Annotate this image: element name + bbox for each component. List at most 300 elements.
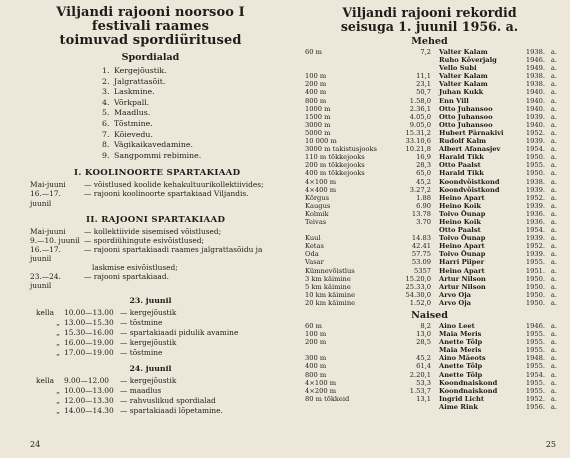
record-row: [305, 346, 560, 354]
record-value: 15.31,2: [405, 128, 431, 137]
record-year: 1951.: [525, 266, 545, 275]
event-row: [36, 406, 271, 416]
record-row: [305, 186, 560, 194]
section-heading-school: I. KOOLINOORTE SPARTAKIAAD: [74, 168, 241, 179]
event-time: 16.00—19.00: [64, 338, 114, 348]
record-year: 1954.: [525, 145, 545, 154]
school-schedule: [30, 180, 271, 207]
record-event: 200 m: [305, 80, 327, 89]
record-value: 13.78: [411, 209, 431, 218]
event-time: 12.00—13.30: [64, 396, 114, 406]
record-event: [305, 346, 393, 354]
right-page-title: [299, 6, 560, 34]
record-year: 1952.: [525, 394, 545, 403]
record-event: Kaugus: [305, 201, 331, 210]
record-suffix: a.: [550, 48, 557, 56]
record-row: [305, 267, 560, 275]
event-name: — maadlus: [120, 386, 162, 396]
schedule-text: — rajooni spartakiaad.: [84, 272, 169, 282]
record-event: 1500 m: [305, 112, 331, 121]
sport-name: Kergejõustik.: [114, 66, 167, 75]
record-row: [305, 97, 560, 105]
record-value: 5357: [413, 266, 431, 275]
record-row: [305, 242, 560, 250]
record-suffix: a.: [550, 338, 557, 347]
sport-number: 4.: [102, 97, 110, 107]
event-prefix: kella: [36, 308, 54, 318]
schedule-date: 16.—17. juunil: [30, 244, 61, 263]
record-year: 1956.: [525, 402, 545, 411]
record-event: 3 km käimine: [305, 274, 351, 283]
schedule-row: [30, 272, 271, 290]
record-year: 1938.: [525, 177, 545, 186]
record-suffix: a.: [550, 193, 557, 202]
day-heading-24: 24. juunil: [129, 364, 172, 374]
record-event: 3000 m: [305, 120, 331, 129]
record-value: 1.58,0: [409, 96, 431, 105]
record-row: [305, 403, 560, 411]
record-value: [393, 56, 439, 64]
record-suffix: a.: [550, 402, 557, 411]
record-year: 1950.: [525, 282, 545, 291]
sport-item: [102, 87, 271, 98]
record-suffix: a.: [550, 354, 557, 363]
record-athlete: Heino Koik: [439, 217, 482, 226]
record-suffix: a.: [550, 153, 557, 162]
record-row: [305, 56, 560, 64]
record-row: [305, 291, 560, 299]
record-athlete: Anette Tõlp: [439, 362, 483, 371]
record-suffix: a.: [550, 370, 557, 379]
event-name: — kergejõustik: [120, 376, 177, 386]
record-event: 4×400 m: [305, 185, 337, 194]
schedule-text: — spordiühingute esivõistlused;: [84, 235, 204, 245]
record-suffix: a.: [550, 250, 557, 259]
record-athlete: Juhan Kukk: [439, 88, 484, 97]
sport-item: [102, 66, 271, 77]
event-row: [36, 376, 271, 386]
schedule-text: laskmise esivõistlused;: [92, 263, 178, 272]
record-row: [305, 137, 560, 145]
record-value: 1.52,0: [409, 298, 431, 307]
event-time: 15.30—16.00: [64, 328, 114, 338]
sport-item: [102, 130, 271, 141]
record-athlete: Heino Apart: [439, 266, 485, 275]
record-value: 6.90: [416, 201, 431, 210]
record-suffix: a.: [550, 346, 557, 355]
event-name: — tõstmine: [120, 318, 163, 328]
record-suffix: a.: [550, 64, 557, 73]
sport-number: 8.: [102, 140, 110, 150]
sports-list: [102, 66, 271, 161]
record-row: [305, 379, 560, 387]
day-heading-23: 23. juunil: [129, 296, 172, 306]
event-prefix: „: [56, 386, 60, 396]
district-schedule: [30, 227, 271, 291]
record-event: 4×200 m: [305, 386, 337, 395]
record-event: 5 km käimine: [305, 282, 351, 291]
event-row: [36, 338, 271, 348]
record-athlete: Artur Nilson: [439, 274, 486, 283]
event-row: [36, 386, 271, 396]
record-value: 42.41: [411, 242, 431, 251]
record-suffix: a.: [550, 80, 557, 89]
record-suffix: a.: [550, 242, 557, 251]
event-name: — rahvuslikud spordialad: [120, 396, 216, 406]
record-year: 1955.: [525, 362, 545, 371]
record-athlete: Rudolf Kalm: [439, 137, 487, 146]
event-prefix: „: [56, 348, 60, 358]
record-year: 1940.: [525, 88, 545, 97]
record-athlete: Aino Mäeots: [439, 354, 486, 363]
record-suffix: a.: [550, 120, 557, 129]
record-suffix: a.: [550, 258, 557, 267]
sport-item: [102, 98, 271, 109]
record-athlete: Maia Meris: [439, 330, 482, 339]
record-suffix: a.: [550, 104, 557, 113]
record-suffix: a.: [550, 161, 557, 170]
record-year: 1936.: [525, 217, 545, 226]
record-value: 23,1: [416, 80, 431, 89]
record-row: [305, 145, 560, 153]
record-value: 45,2: [416, 177, 431, 186]
record-suffix: a.: [550, 128, 557, 137]
record-event: [305, 403, 393, 411]
record-year: 1955.: [525, 378, 545, 387]
record-event: Teivas: [305, 217, 327, 226]
record-value: 9.05,0: [409, 120, 431, 129]
record-value: [393, 346, 439, 354]
record-value: 11,1: [416, 72, 431, 81]
record-row: [305, 299, 560, 307]
record-value: 53.09: [411, 258, 431, 267]
record-athlete: Otto Juhansoo: [439, 120, 493, 129]
record-value: 13,1: [416, 394, 431, 403]
record-value: 28,3: [416, 161, 431, 170]
sport-number: 5.: [102, 108, 110, 118]
title-line-1: Viljandi rajooni noorsoo I festivali raames: [56, 5, 245, 34]
sport-name: Võrkpall.: [114, 97, 150, 107]
record-year: 1939.: [525, 234, 545, 243]
event-prefix: „: [56, 338, 60, 348]
schedule-row: [30, 180, 271, 189]
event-time: 10.00—13.00: [64, 308, 114, 318]
record-row: [305, 371, 560, 379]
record-value: [393, 64, 439, 72]
record-event: [305, 56, 393, 64]
sports-heading: Spordialad: [121, 52, 180, 63]
record-row: [305, 362, 560, 370]
record-suffix: a.: [550, 266, 557, 275]
record-athlete: Vello Subi: [439, 64, 477, 73]
record-value: 65,0: [416, 169, 431, 178]
record-event: Vasar: [305, 258, 324, 267]
record-suffix: a.: [550, 298, 557, 307]
sport-name: Vägikaikavedamine.: [114, 140, 193, 150]
record-event: Oda: [305, 250, 319, 259]
record-suffix: a.: [550, 169, 557, 178]
sport-name: Jalgrattasõit.: [114, 76, 166, 86]
record-event: 1000 m: [305, 104, 331, 113]
record-row: [305, 354, 560, 362]
record-athlete: Heino Koik: [439, 201, 482, 210]
record-row: [305, 258, 560, 266]
sport-number: 3.: [102, 87, 110, 97]
record-year: 1939.: [525, 201, 545, 210]
record-athlete: Enn Vill: [439, 96, 469, 105]
record-event: 400 m: [305, 362, 327, 371]
record-year: 1955.: [525, 346, 545, 355]
record-row: [305, 322, 560, 330]
record-year: 1955.: [525, 161, 545, 170]
day-23-events: [30, 308, 271, 358]
title-line-2: seisuga 1. juunil 1956. a.: [340, 19, 519, 34]
record-athlete: Hubert Pärnakivi: [439, 128, 504, 137]
record-row: [305, 250, 560, 258]
record-athlete: Koondvõistkond: [439, 185, 500, 194]
record-year: 1952.: [525, 128, 545, 137]
men-records-table: [299, 48, 560, 307]
record-athlete: Albert Afanasjev: [439, 145, 501, 154]
record-value: 61,4: [416, 362, 431, 371]
record-suffix: a.: [550, 362, 557, 371]
event-prefix: „: [56, 328, 60, 338]
record-athlete: Koondnaiskond: [439, 378, 498, 387]
event-time: 14.00—14.30: [64, 406, 114, 416]
event-row: [36, 328, 271, 338]
record-row: [305, 338, 560, 346]
event-row: [36, 348, 271, 358]
record-year: 1939.: [525, 185, 545, 194]
record-event: 4×100 m: [305, 177, 337, 186]
record-value: 57.75: [411, 250, 431, 259]
record-athlete: Otto Paalst: [439, 226, 481, 235]
event-prefix: „: [56, 318, 60, 328]
record-suffix: a.: [550, 217, 557, 226]
sport-item: [102, 140, 271, 151]
record-year: 1955.: [525, 386, 545, 395]
record-row: [305, 88, 560, 96]
event-name: — spartakiaadi lõpetamine.: [120, 406, 223, 416]
record-event: 10 000 m: [305, 137, 337, 146]
event-name: — tõstmine: [120, 348, 163, 358]
record-value: 13,0: [416, 330, 431, 339]
record-athlete: Otto Juhansoo: [439, 104, 493, 113]
record-value: 8,2: [420, 322, 431, 330]
record-row: [305, 64, 560, 72]
record-year: 1950.: [525, 290, 545, 299]
sport-item: [102, 119, 271, 130]
left-page-title: [30, 6, 271, 48]
record-year: 1949.: [525, 64, 545, 73]
record-value: 3.27,2: [409, 185, 431, 194]
event-name: — kergejõustik: [120, 338, 177, 348]
record-value: [393, 226, 439, 234]
schedule-date: 9.—10. juunil: [30, 235, 80, 245]
record-athlete: Valter Kalam: [439, 80, 488, 89]
sport-name: Laskmine.: [114, 87, 155, 97]
record-suffix: a.: [550, 394, 557, 403]
schedule-row: [30, 236, 271, 245]
record-suffix: a.: [550, 201, 557, 210]
record-athlete: Heino Apart: [439, 242, 485, 251]
record-row: [305, 169, 560, 177]
record-athlete: Toivo Õunap: [439, 250, 486, 259]
schedule-row: [30, 189, 271, 207]
record-value: 1.88: [416, 193, 431, 202]
record-row: [305, 121, 560, 129]
record-year: 1950.: [525, 298, 545, 307]
event-prefix: „: [56, 396, 60, 406]
record-event: Kuul: [305, 234, 321, 243]
record-suffix: a.: [550, 226, 557, 235]
record-event: 400 m tõkkejooks: [305, 169, 365, 178]
record-event: 3000 m takistusjooks: [305, 145, 377, 154]
record-row: [305, 218, 560, 226]
record-year: 1950.: [525, 153, 545, 162]
record-athlete: Aime Rink: [439, 402, 478, 411]
record-year: 1952.: [525, 193, 545, 202]
record-year: 1938.: [525, 72, 545, 81]
section-heading-district: II. RAJOONI SPARTAKIAAD: [86, 214, 226, 225]
record-year: 1955.: [525, 330, 545, 339]
event-time: 9.00—12.00: [64, 376, 110, 386]
record-row: [305, 234, 560, 242]
record-year: 1939.: [525, 250, 545, 259]
record-value: 50,7: [416, 88, 431, 97]
record-year: 1948.: [525, 354, 545, 363]
event-row: [36, 318, 271, 328]
record-athlete: Harald Tikk: [439, 169, 484, 178]
record-year: 1950.: [525, 169, 545, 178]
record-value: 25.33,0: [405, 282, 431, 291]
record-row: [305, 194, 560, 202]
record-event: 100 m: [305, 330, 327, 339]
schedule-date: Mai-juuni: [30, 226, 66, 236]
record-athlete: Ingrid Licht: [439, 394, 485, 403]
record-row: [305, 161, 560, 169]
record-athlete: Toivo Õunap: [439, 209, 486, 218]
record-athlete: Anette Tõlp: [439, 338, 483, 347]
sport-number: 6.: [102, 118, 110, 128]
title-line-1: Viljandi rajooni rekordid: [342, 5, 517, 20]
record-event: Kõrgus: [305, 193, 330, 202]
record-year: 1954.: [525, 370, 545, 379]
record-year: 1955.: [525, 258, 545, 267]
record-athlete: Otto Juhansoo: [439, 112, 493, 121]
record-event: 10 km käimine: [305, 290, 356, 299]
event-name: — kergejõustik: [120, 308, 177, 318]
sport-name: Maadlus.: [114, 108, 151, 118]
record-event: 5000 m: [305, 128, 331, 137]
event-row: [36, 308, 271, 318]
record-event: 80 m tõkkeid: [305, 394, 350, 403]
record-row: [305, 153, 560, 161]
sport-number: 1.: [102, 66, 110, 75]
record-row: [305, 387, 560, 395]
record-athlete: Valter Kalam: [439, 72, 488, 81]
record-event: 300 m: [305, 354, 327, 363]
record-suffix: a.: [550, 209, 557, 218]
record-value: 28,5: [416, 338, 431, 347]
sport-item: [102, 77, 271, 88]
sport-number: 2.: [102, 76, 110, 86]
record-year: 1940.: [525, 120, 545, 129]
schedule-row: [30, 245, 271, 263]
schedule-date: 23.—24. juunil: [30, 272, 61, 291]
schedule-date: Mai-juuni: [30, 180, 66, 190]
record-athlete: Toivo Õunap: [439, 234, 486, 243]
schedule-text: — rajooni spartakiaadi raames jalgrattasõidu ja: [84, 244, 263, 254]
record-value: 4.05,0: [409, 112, 431, 121]
record-event: [305, 226, 393, 234]
record-suffix: a.: [550, 96, 557, 105]
record-athlete: Otto Paalst: [439, 161, 481, 170]
sport-number: 7.: [102, 129, 110, 139]
women-records-table: [299, 322, 560, 411]
record-year: 1955.: [525, 338, 545, 347]
event-row: [36, 396, 271, 406]
record-event: 200 m tõkkejooks: [305, 161, 365, 170]
right-page: [285, 0, 570, 458]
schedule-text: — võistlused koolide kehakultuurikollektiivides;: [84, 180, 264, 190]
record-suffix: a.: [550, 322, 557, 330]
record-row: [305, 105, 560, 113]
record-value: 33.10,6: [405, 137, 431, 146]
sport-name: Tõstmine.: [114, 118, 153, 128]
record-value: 3.70: [416, 217, 431, 226]
record-event: 400 m: [305, 88, 327, 97]
record-event: 60 m: [305, 48, 322, 56]
record-suffix: a.: [550, 185, 557, 194]
record-year: 1950.: [525, 274, 545, 283]
record-event: 60 m: [305, 322, 322, 330]
record-event: 100 m: [305, 72, 327, 81]
record-value: 10.21,8: [405, 145, 431, 154]
record-athlete: Arvo Oja: [439, 298, 471, 307]
record-athlete: Harald Tikk: [439, 153, 484, 162]
men-heading: Mehed: [411, 36, 448, 47]
record-suffix: a.: [550, 274, 557, 283]
record-suffix: a.: [550, 378, 557, 387]
record-value: 14.83: [411, 234, 431, 243]
record-row: [305, 330, 560, 338]
record-suffix: a.: [550, 145, 557, 154]
record-event: 200 m: [305, 338, 327, 347]
record-year: 1954.: [525, 226, 545, 235]
record-athlete: Koondvõistkond: [439, 177, 500, 186]
schedule-text: — kollektiivide sisemised võistlused;: [84, 226, 222, 236]
record-suffix: a.: [550, 330, 557, 339]
record-row: [305, 72, 560, 80]
day-24-events: [30, 376, 271, 416]
record-event: 800 m: [305, 370, 327, 379]
sport-item: [102, 108, 271, 119]
page-number-right: 25: [545, 440, 556, 449]
record-suffix: a.: [550, 137, 557, 146]
schedule-text: — rajooni koolinoorte spartakiaad Viljandis.: [84, 189, 249, 199]
record-event: Ketas: [305, 242, 324, 251]
record-event: 20 km käimine: [305, 298, 356, 307]
event-time: 10.00—13.00: [64, 386, 114, 396]
record-event: 4×100 m: [305, 378, 337, 387]
record-athlete: Ruho Kõverjalg: [439, 56, 497, 65]
record-event: Kolmik: [305, 209, 329, 218]
record-row: [305, 48, 560, 56]
record-value: [393, 403, 439, 411]
record-athlete: Valter Kalam: [439, 48, 488, 56]
event-name: — spartakiaadi pidulik avamine: [120, 328, 239, 338]
